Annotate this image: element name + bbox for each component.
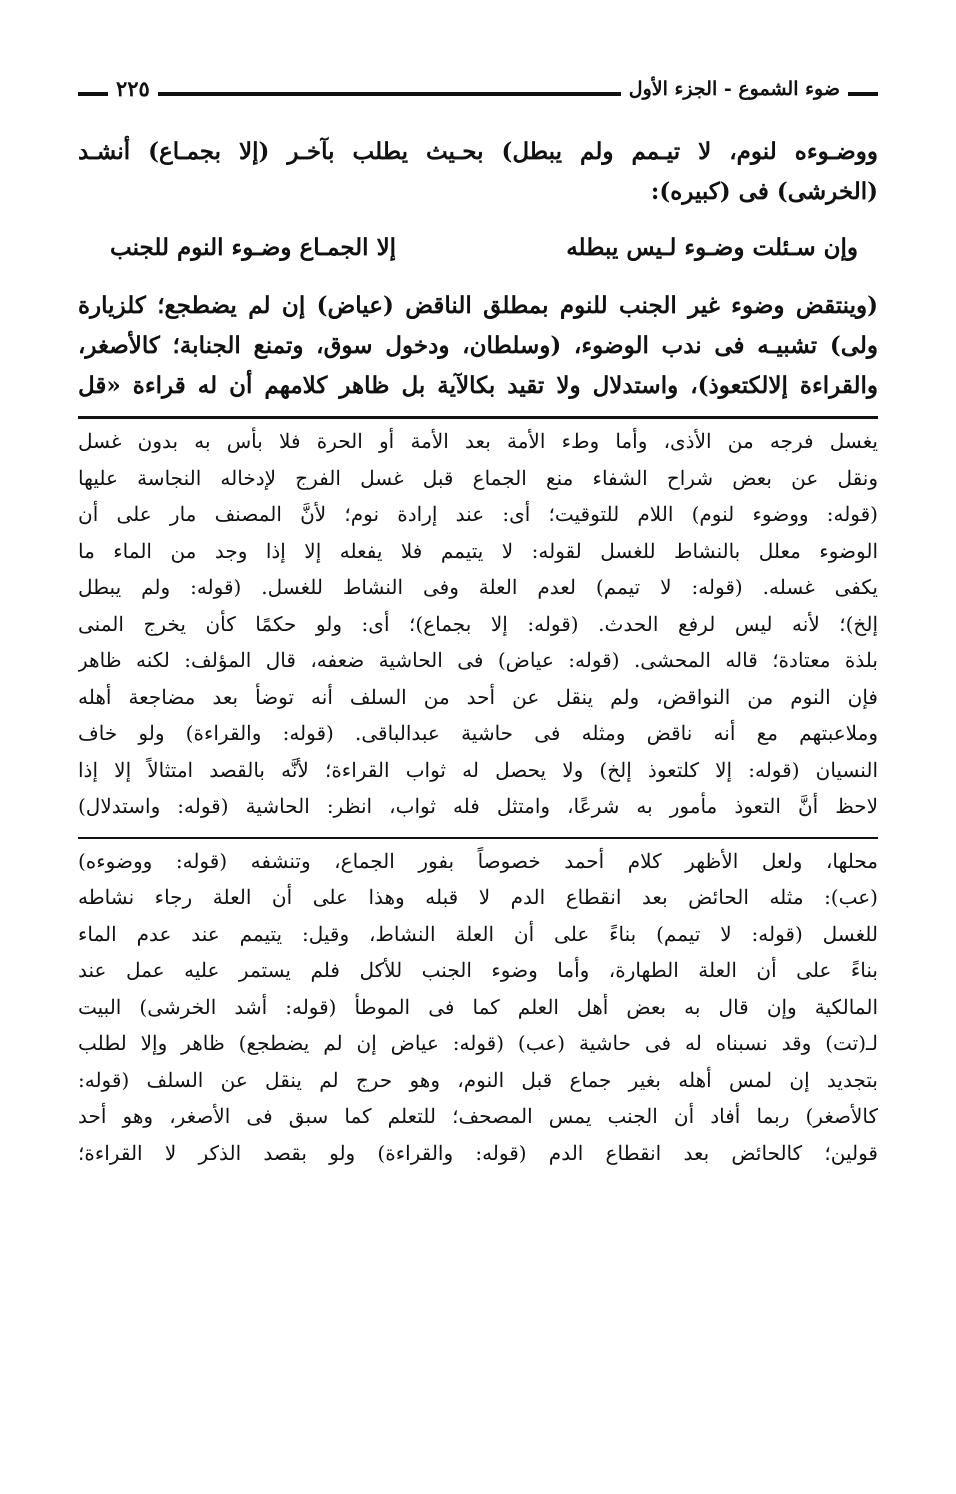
commentary-line: النسيان (قوله: إلا كلتعوذ إلخ) ولا يحصل له ثواب القراءة؛ لأنَّه بالقصد امتثالاً إلا إذا [78,757,878,782]
running-title: ضوء الشموع - الجزء الأول [621,78,848,100]
commentary-line: بلذة معتادة؛ قاله المحشى. (قوله: عياض) فى الحاشية ضعفه، قال المؤلف: لكنه ظاهر [78,648,878,672]
page [78,70,878,1171]
commentary-line: (عب): مثله الحائض بعد انقطاع الدم لا قبله وهذا على أن العلة رجاء نشاطه [78,885,878,909]
main-line: (الخرشى) فى (كبيره): [650,178,878,205]
main-text [78,132,878,406]
commentary-line: وملاعبتهم مع أنه ناقض ومثله فى حاشية عبدالباقى. (قوله: والقراءة) ولو خاف [78,721,878,745]
commentary-line: بتجديد إن لمس أهله بغير جماع قبل النوم، وهو حرج لم ينقل عن السلف (قوله: [78,1067,878,1092]
commentary-line: قولين؛ كالحائض بعد انقطاع الدم (قوله: والقراءة) ولو بقصد الذكر لا القراءة؛ [78,1140,878,1165]
page-number: ٢٢٥ [108,76,158,101]
commentary-line: محلها، ولعل الأظهر كلام أحمد خصوصاً بفور الجماع، وتنشفه (قوله: ووضوءه) [78,848,878,873]
verse-second-hemistich: إلا الجمـاع وضـوء النوم للجنب [110,234,397,261]
commentary-line: يكفى غسله. (قوله: لا تيمم) لعدم العلة وفى النشاط للغسل. (قوله: ولم يبطل [78,575,878,599]
main-line: (وينتقض وضوء غير الجنب للنوم بمطلق الناقض (عياض) إن لم يضطجع؛ كلزيارة [78,292,878,319]
section-divider [78,416,878,419]
verse-first-hemistich: وإن سـئلت وضـوء لـيس يبطله [566,234,858,261]
verse [110,226,858,270]
section-divider [78,837,878,839]
commentary-line: ونقل عن بعض شراح الشفاء منع الجماع قبل غسل الفرج لإدخاله النجاسة عليها [78,465,878,490]
commentary-line: (قوله: ووضوء لنوم) اللام للتوقيت؛ أى: عند إرادة نوم؛ لأنَّ المصنف مار على أن [78,502,878,526]
commentary-upper [78,423,878,825]
commentary-line: فإن النوم من النواقض، ولم ينقل عن أحد من السلف أنه توضأ بعد مضاجعة أهله [78,684,878,709]
commentary-line: لاحظ أنَّ التعوذ مأمور به شرعًا، وامتثل فله ثواب، انظر: الحاشية (قوله: واستدلال) [78,794,878,818]
main-line: ووضـوءه لنوم، لا تيـمم ولم يبطل) بحـيث يطلب بآخـر (إلا بجمـاع) أنشـد [78,138,878,165]
commentary-line: للغسل (قوله: لا تيمم) بناءً على أن العلة النشاط، وقيل: يتيمم عند عدم الماء [78,921,878,946]
commentary-lower [78,843,878,1172]
commentary-line: يغسل فرجه من الأذى، وأما وطء الأمة بعد الأمة أو الحرة فلا بأس به بدون غسل [78,429,878,453]
page-header [78,70,878,114]
commentary-line: كالأصغر) ربما أفاد أن الجنب يمس المصحف؛ للتعلم كما سبق فى الأصغر، وهو أحد [78,1104,878,1128]
commentary-line: الوضوء معلل بالنشاط للغسل لقوله: لا يتيمم فلا يفعله إلا إذا وجد من الماء ما [78,538,878,563]
commentary-line: إلخ)؛ لأنه ليس لرفع الحدث. (قوله: إلا بجماع)؛ أى: ولو حكمًا كأن يخرج المنى [78,611,878,636]
commentary-line: لـ(تت) وقد نسبناه له فى حاشية (عب) (قوله: عياض إن لم يضطجع) ظاهر وإلا لطلب [78,1031,878,1055]
main-line: والقراءة إلالكتعوذ)، واستدلال ولا تقيد بكالآية بل ظاهر كلامهم أن له قراءة «قل [78,372,878,399]
commentary-line: بناءً على أن العلة الطهارة، وأما وضوء الجنب للأكل فلم يستمر عليه عمل عند [78,958,878,982]
main-line: ولى) تشبيـه فى ندب الوضوء، (وسلطان، ودخول سوق، وتمنع الجنابة؛ كالأصغر، [78,332,878,359]
commentary-line: المالكية وإن قال به بعض أهل العلم كما فى الموطأ (قوله: أشد الخرشى) البيت [78,994,878,1019]
